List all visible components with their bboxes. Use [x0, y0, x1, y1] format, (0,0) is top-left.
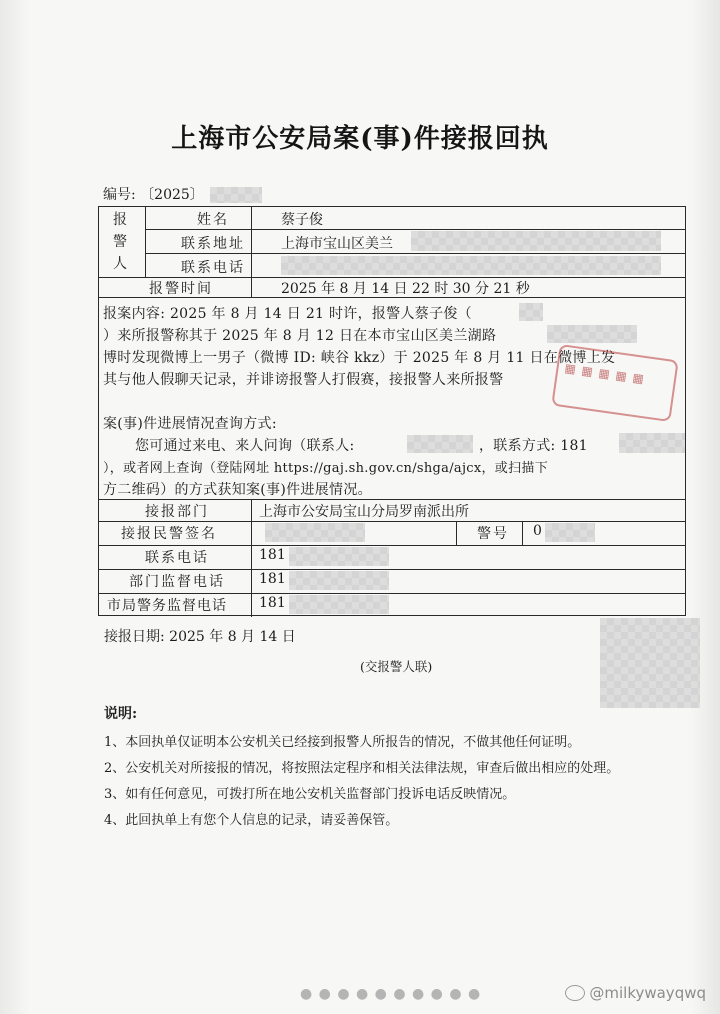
weibo-icon — [565, 985, 585, 1001]
dept-supervision-label: 部门监督电话 — [129, 574, 225, 590]
row-rule — [99, 499, 686, 500]
redacted-badge — [545, 523, 595, 542]
row-rule — [145, 229, 686, 230]
notes-title: 说明: — [104, 706, 138, 722]
scan-artifact: ● ● ● ● ● ● ● ● ● ● — [300, 986, 482, 1002]
note-item: 1、本回执单仅证明本公安机关已经接到报警人所报告的情况，不做其他任何证明。 — [104, 735, 581, 750]
progress-line: 您可通过来电、来人问询（联系人: — [135, 438, 355, 454]
document-title: 上海市公安局案(事)件接报回执 — [171, 124, 549, 154]
dept-value: 上海市公安局宝山分局罗南派出所 — [259, 504, 469, 520]
col-rule — [251, 499, 252, 617]
redacted-serial — [210, 187, 262, 203]
redacted-qr-code — [600, 618, 700, 708]
content-line: 报案内容: 2025 年 8 月 14 日 21 时许，报警人蔡子俊（ — [103, 306, 472, 322]
redacted-contact-phone — [619, 433, 685, 453]
address-label: 联系地址 — [181, 236, 245, 252]
progress-line: ，联系方式: 181 — [479, 438, 588, 454]
row-rule — [99, 569, 686, 570]
contact-phone-value: 181 — [259, 547, 286, 563]
content-line: ）来所报警称其于 2025 年 8 月 12 日在本市宝山区美兰湖路 — [103, 328, 497, 344]
phone-label: 联系电话 — [181, 260, 245, 276]
city-supervision-label: 市局警务监督电话 — [107, 598, 227, 614]
col-rule — [522, 521, 523, 545]
reporter-label-char: 报 — [113, 212, 129, 228]
reporter-label-char: 警 — [113, 234, 129, 250]
reporter-label-char: 人 — [113, 256, 129, 272]
redacted-officer-signature — [265, 523, 365, 542]
note-item: 4、此回执单上有您个人信息的记录，请妥善保管。 — [104, 813, 399, 828]
note-item: 3、如有任何意见，可拨打所在地公安机关监督部门投诉电话反映情况。 — [104, 787, 516, 802]
badge-value: 0 — [533, 523, 542, 539]
redacted-content — [519, 303, 543, 321]
redacted-contact-person — [407, 435, 473, 453]
officer-label: 接报民警签名 — [121, 526, 217, 542]
report-date: 接报日期: 2025 年 8 月 14 日 — [104, 629, 296, 645]
progress-line: ），或者网上查询（登陆网址 https://gaj.sh.gov.cn/shga/ajcx，或扫描下 — [103, 461, 549, 476]
redacted-contact-number — [289, 547, 389, 566]
progress-line: 方二维码）的方式获知案(事)件进展情况。 — [103, 482, 372, 498]
content-line: 博时发现微博上一男子（微博 ID: 峡谷 kkz）于 2025 年 8 月 11 日在微博上发 — [103, 350, 616, 366]
contact-phone-label: 联系电话 — [145, 550, 209, 566]
row-rule — [99, 521, 686, 522]
address-value: 上海市宝山区美兰 — [281, 236, 393, 252]
col-rule — [145, 207, 146, 277]
note-item: 2、公安机关对所接报的情况，将按照法定程序和相关法律法规，审查后做出相应的处理。 — [104, 761, 620, 776]
report-time-value: 2025 年 8 月 14 日 22 时 30 分 21 秒 — [281, 281, 530, 297]
col-rule — [456, 521, 457, 545]
badge-label: 警号 — [477, 526, 509, 542]
dept-supervision-value: 181 — [259, 571, 286, 587]
name-label: 姓名 — [197, 212, 229, 228]
seal-mark: ▦ ▦ ▦ ▦ ▦ — [563, 360, 646, 387]
serial-label: 编号: 〔2025〕 — [103, 187, 204, 203]
redacted-address — [411, 231, 661, 251]
redacted-city-supervision — [289, 595, 389, 614]
report-time-label: 报警时间 — [149, 281, 213, 297]
progress-title: 案(事)件进展情况查询方式: — [103, 416, 277, 432]
content-line: 其与他人假聊天记录，并诽谤报警人打假赛，接报警人来所报警 — [103, 372, 504, 388]
watermark-text: @milkywayqwq — [589, 984, 706, 1002]
redacted-content — [547, 325, 637, 343]
col-rule — [251, 207, 252, 297]
watermark — [565, 984, 706, 1002]
dept-label: 接报部门 — [145, 504, 209, 520]
city-supervision-value: 181 — [259, 595, 286, 611]
redacted-phone — [281, 256, 661, 275]
serial-number — [103, 184, 262, 204]
name-value: 蔡子俊 — [281, 212, 323, 228]
copy-note: (交报警人联) — [360, 659, 433, 674]
row-rule — [99, 593, 686, 594]
row-rule — [145, 253, 686, 254]
redacted-dept-supervision — [289, 571, 389, 590]
row-rule — [99, 545, 686, 546]
